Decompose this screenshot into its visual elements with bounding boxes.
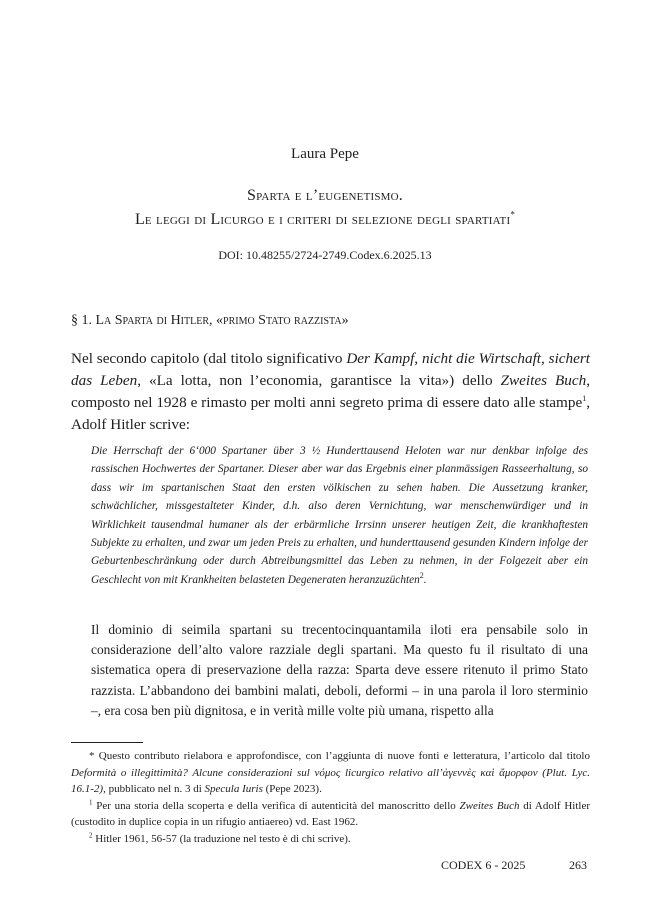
footnote-2-text: Hitler 1961, 56-57 (la traduzione nel testo è di chi scrive).: [92, 832, 351, 845]
intro-text-4: , Adolf Hitler scrive:: [71, 394, 590, 433]
journal-issue: CODEX 6 - 2025: [441, 858, 526, 872]
footnote-1-text-2: di Adolf Hitler (custodito in duplice copia in un rifugio antiaereo) vd. East 1962.: [71, 799, 590, 828]
footnote-star-italic-1: Deformità o illegittimità? Alcune considerazioni sul νόμος licurgico relativo all’ἀγεννὲς καὶ ἄμορφον (Plut. Lyc. 16.1-2): [71, 766, 590, 795]
doi: DOI: 10.48255/2724-2749.Codex.6.2025.13: [218, 248, 432, 262]
intro-italic-2: Zweites Buch: [500, 372, 587, 389]
author-name: Laura Pepe: [291, 146, 359, 162]
footnotes: [71, 748, 590, 847]
quote-text: Die Herrschaft der 6‘000 Spartaner über 3 ½ Hunderttausend Heloten war nur denkbar infolge des rassischen Hochwertes der Spartaner. Dieser aber war das Ergebnis einer planmässigen Rasseerhaltung, so dass wir im spartanischen Staat den ersten völkischen zu sehen haben. Die Aussetzung kranker, schwächlicher, missgestalteter Kinder, d.h. also deren Vernichtung, war menschenwürdiger und in Wirklichkeit tausendmal humaner als der erbärmliche Irrsinn unserer heutigen Zeit, die krankhaftesten Subjekte zu erhalten, und zwar um jeden Preis zu erhalten, und hunderttausend gesunden Kindern infolge der Geburtenbeschränkung oder durch Abtreibungsmittel das Leben zu nehmen, in der Folgezeit aber ein Geschlecht von mit Krankheiten belasteten Degeneraten heranzuzüchten: [91, 445, 588, 586]
intro-text-3: , composto nel 1928 e rimasto per molti anni segreto prima di essere dato alle stampe: [71, 372, 590, 411]
footnote-1: [71, 798, 590, 831]
footnote-star-mark: *: [89, 750, 99, 762]
section-heading: § 1. La Sparta di Hitler, «primo Stato razzista»: [71, 313, 349, 328]
footnote-star: [71, 748, 590, 798]
intro-italic-1: Der Kampf, nicht die Wirtschaft, sichert das Leben: [71, 350, 590, 389]
intro-paragraph: [71, 348, 590, 436]
footnote-2: [71, 831, 590, 848]
footnote-star-text-2: , pubblicato nel n. 3 di: [103, 783, 205, 795]
page-number: 263: [569, 858, 587, 872]
title-line-2: [40, 208, 610, 232]
footnote-1-italic: Zweites Buch: [459, 799, 520, 812]
footnote-1-mark: 1: [89, 797, 93, 806]
intro-text-2: , «La lotta, non l’economia, garantisce la vita») dello: [137, 372, 501, 389]
intro-text-1: Nel secondo capitolo (dal titolo significativo: [71, 350, 347, 367]
footnote-ref-1: 1: [582, 393, 587, 403]
footnote-2-mark: 2: [89, 830, 93, 839]
translation-paragraph: Il dominio di seimila spartani su trecentocinquantamila iloti era pensabile solo in considerazione dell’alto valore razziale degli spartani. Ma questo fu il risultato di una sistematica opera di preservazione della razza: Sparta deve essere ritenuto il primo Stato razzista. L’abbandono dei bambini malati, deboli, deformi – in una parola il loro sterminio –, era cosa ben più dignitosa, e in verità mille volte più umana, rispetto alla: [91, 622, 588, 718]
footnote-ref-2: 2: [419, 571, 424, 581]
footnote-1-text-1: Per una storia della scoperta e della verifica di autenticità del manoscritto dello: [92, 799, 460, 812]
footnote-divider: [71, 742, 143, 743]
running-footer: [441, 858, 587, 873]
footnote-star-italic-2: Specula Iuris: [204, 783, 263, 795]
title-line-2-text: Le leggi di Licurgo e i criteri di selezione degli spartiati: [134, 211, 511, 228]
article-title: [40, 184, 610, 232]
footnote-star-text-3: (Pepe 2023).: [262, 783, 322, 795]
footnote-star-text-1: Questo contributo rielabora e approfondisce, con l’aggiunta di nuove fonti e letteratura, l’articolo dal titolo: [98, 750, 590, 762]
title-note-mark: *: [510, 209, 516, 220]
block-quote: [91, 442, 588, 589]
quote-end: .: [423, 573, 427, 586]
title-line-1: Sparta e l’eugenetismo.: [247, 187, 403, 204]
